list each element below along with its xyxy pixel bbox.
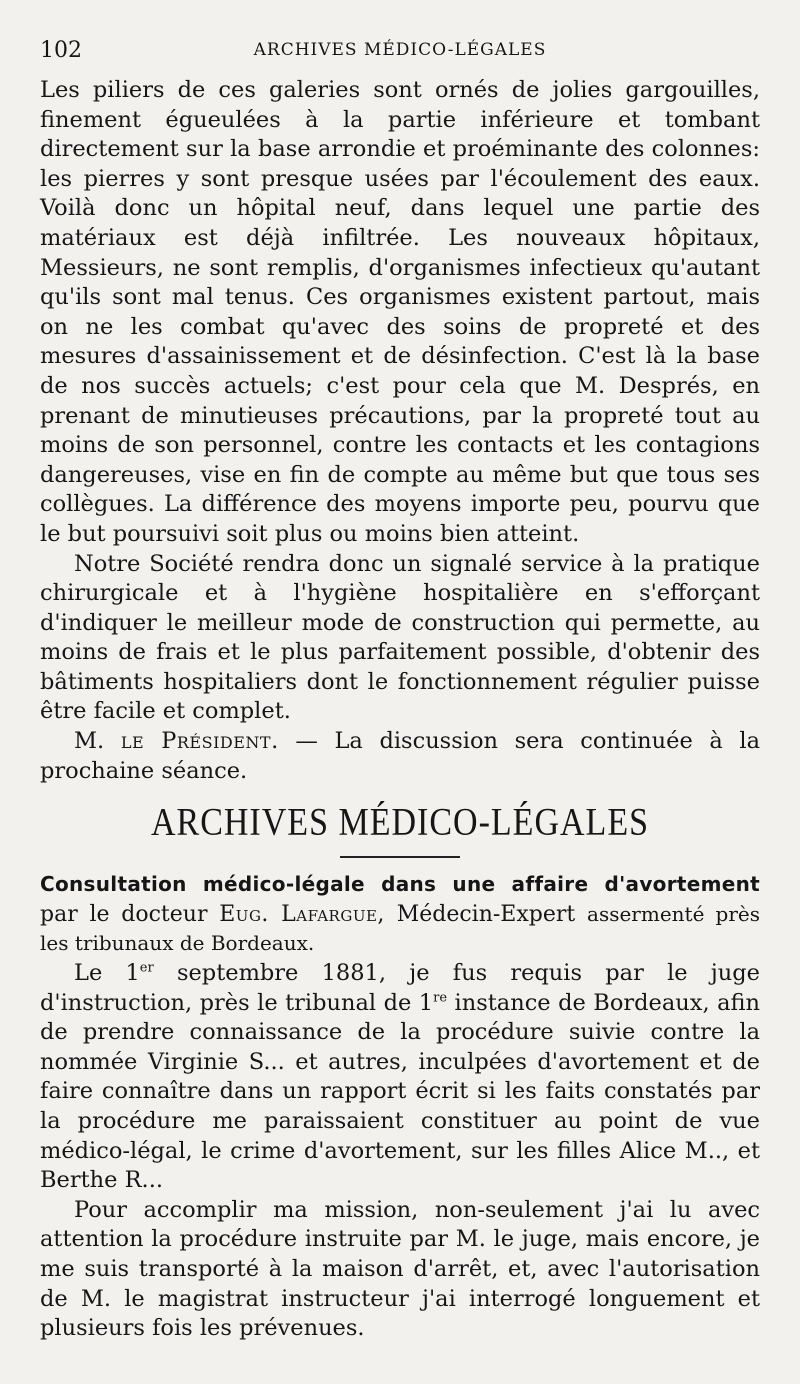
president-prefix: M. — [74, 728, 105, 755]
running-head — [40, 36, 760, 76]
president-statement — [40, 727, 760, 786]
article-title: Consultation médico-légale dans une affaire d'avortement — [40, 872, 760, 897]
body-paragraph-2: Pour accomplir ma mission, non-seulement j'ai lu avec attention la procédure instruite par M. le juge, mais encore, je me suis transporté à la maison d'arrêt, et, avec l'autorisation de M. le magistrat instructeur j'ai interrogé longuement et plusieurs fois les prévenues. — [40, 1196, 760, 1342]
article-by: par le docteur — [40, 901, 208, 927]
page-number: 102 — [40, 38, 82, 63]
article-author: Eug. Lafargue, — [219, 901, 385, 927]
president-name: le Président. — [120, 728, 279, 755]
president-text: — La discussion sera continuée à la prochaine séance. — [40, 728, 761, 784]
article-header — [40, 870, 760, 959]
section-rule — [340, 856, 460, 858]
article-affiliation: assermenté près les tribunaux de Bordeaux. — [40, 901, 761, 956]
ordinal-superscript: er — [139, 960, 154, 976]
ordinal-superscript: re — [433, 990, 448, 1006]
paragraph-societe: Notre Société rendra donc un signalé service à la pratique chirurgicale et à l'hygiène hospitalière en s'efforçant d'indiquer le meilleur mode de construction qui permette, au moins de frais et le plus parfaitement possible, d'obtenir des bâtiments hospitaliers dont le fonctionnement régulier puisse être facile et complet. — [40, 550, 760, 725]
body-text: septembre 1881, je fus requis par le juge d'instruction, près le tribunal de 1 — [40, 960, 760, 1016]
body-text: Le 1 — [74, 960, 140, 987]
body-paragraph-1 — [40, 959, 760, 1196]
running-title: ARCHIVES MÉDICO-LÉGALES — [253, 40, 547, 60]
article-role: Médecin-Expert — [396, 901, 576, 927]
section-heading: ARCHIVES MÉDICO-LÉGALES — [150, 801, 650, 844]
paragraph-continuation: Les piliers de ces galeries sont ornés de jolies gargouilles, finement égueulées à la partie inférieure et tombant directement sur la base arrondie et proéminante des colonnes: les pierres y sont presque usées par l'écoulement des eaux. Voilà donc un hôpital neuf, dans lequel une partie des matériaux est déjà infiltrée. Les nouveaux hôpitaux, Messieurs, ne sont remplis, d'organismes infectieux qu'autant qu'ils sont mal tenus. Ces organismes existent partout, mais on ne les combat qu'avec des soins de propreté et des mesures d'assainissement et de désinfection. C'est là la base de nos succès actuels; c'est pour cela que M. Després, en prenant de minutieuses précautions, par la propreté tout au moins de son personnel, contre les contacts et les contagions dangereuses, vise en fin de compte au même but que tous ses collègues. La différence des moyens importe peu, pourvu que le but poursuivi soit plus ou moins bien atteint. — [40, 77, 760, 547]
body-text: instance de Bordeaux, afin de prendre connaissance de la procédure suivie contre la nommée Virginie S... et autres, inculpées d'avortement et de faire connaître dans un rapport écrit si les faits constatés par la procédure me paraissaient constituer au point de vue médico-légal, le crime d'avortement, sur les filles Alice M.., et Berthe R... — [40, 989, 760, 1194]
